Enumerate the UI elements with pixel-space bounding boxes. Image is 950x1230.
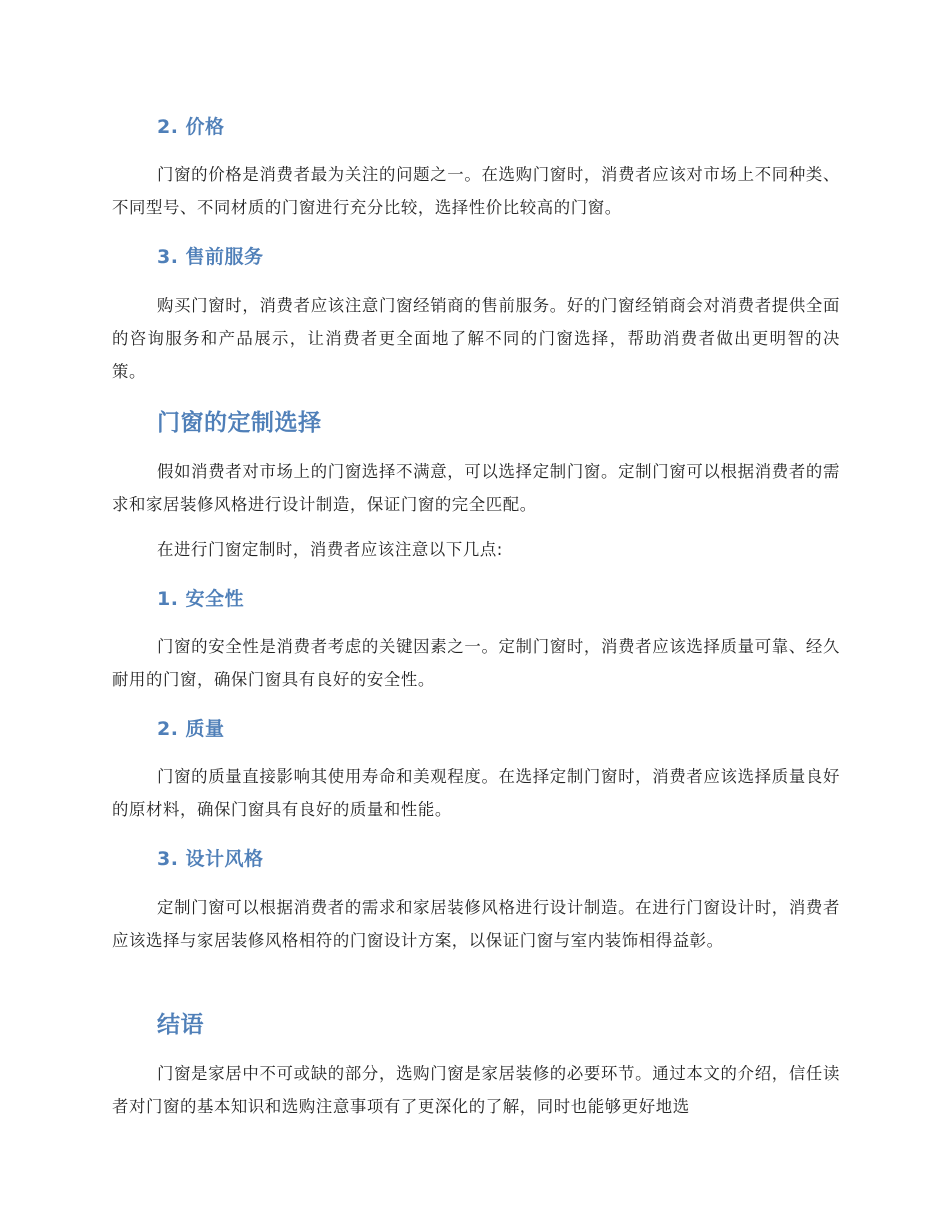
heading-design-style: 3. 设计风格 — [157, 848, 264, 870]
paragraph-custom-intro: 假如消费者对市场上的门窗选择不满意，可以选择定制门窗。定制门窗可以根据消费者的需求和家居装修风格进行设计制造，保证门窗的完全匹配。 — [112, 462, 840, 514]
heading-price: 2. 价格 — [157, 116, 225, 138]
heading-custom-selection: 门窗的定制选择 — [157, 410, 322, 436]
paragraph-quality: 门窗的质量直接影响其使用寿命和美观程度。在选择定制门窗时，消费者应该选择质量良好的原材料，确保门窗具有良好的质量和性能。 — [112, 767, 840, 819]
paragraph-design-style: 定制门窗可以根据消费者的需求和家居装修风格进行设计制造。在进行门窗设计时，消费者应该选择与家居装修风格相符的门窗设计方案，以保证门窗与室内装饰相得益彰。 — [112, 898, 840, 950]
heading-presale-service: 3. 售前服务 — [157, 246, 264, 268]
paragraph-presale-service: 购买门窗时，消费者应该注意门窗经销商的售前服务。好的门窗经销商会对消费者提供全面的咨询服务和产品展示，让消费者更全面地了解不同的门窗选择，帮助消费者做出更明智的决策。 — [112, 296, 840, 381]
heading-conclusion: 结语 — [157, 1012, 204, 1038]
heading-quality: 2. 质量 — [157, 718, 225, 740]
paragraph-custom-points: 在进行门窗定制时，消费者应该注意以下几点: — [157, 540, 503, 559]
paragraph-price: 门窗的价格是消费者最为关注的问题之一。在选购门窗时，消费者应该对市场上不同种类、不同型号、不同材质的门窗进行充分比较，选择性价比较高的门窗。 — [112, 165, 840, 217]
heading-safety: 1. 安全性 — [157, 588, 245, 610]
paragraph-conclusion: 门窗是家居中不可或缺的部分，选购门窗是家居装修的必要环节。通过本文的介绍，信任读者对门窗的基本知识和选购注意事项有了更深化的了解，同时也能够更好地选 — [112, 1064, 840, 1116]
paragraph-safety: 门窗的安全性是消费者考虑的关键因素之一。定制门窗时，消费者应该选择质量可靠、经久耐用的门窗，确保门窗具有良好的安全性。 — [112, 637, 840, 689]
